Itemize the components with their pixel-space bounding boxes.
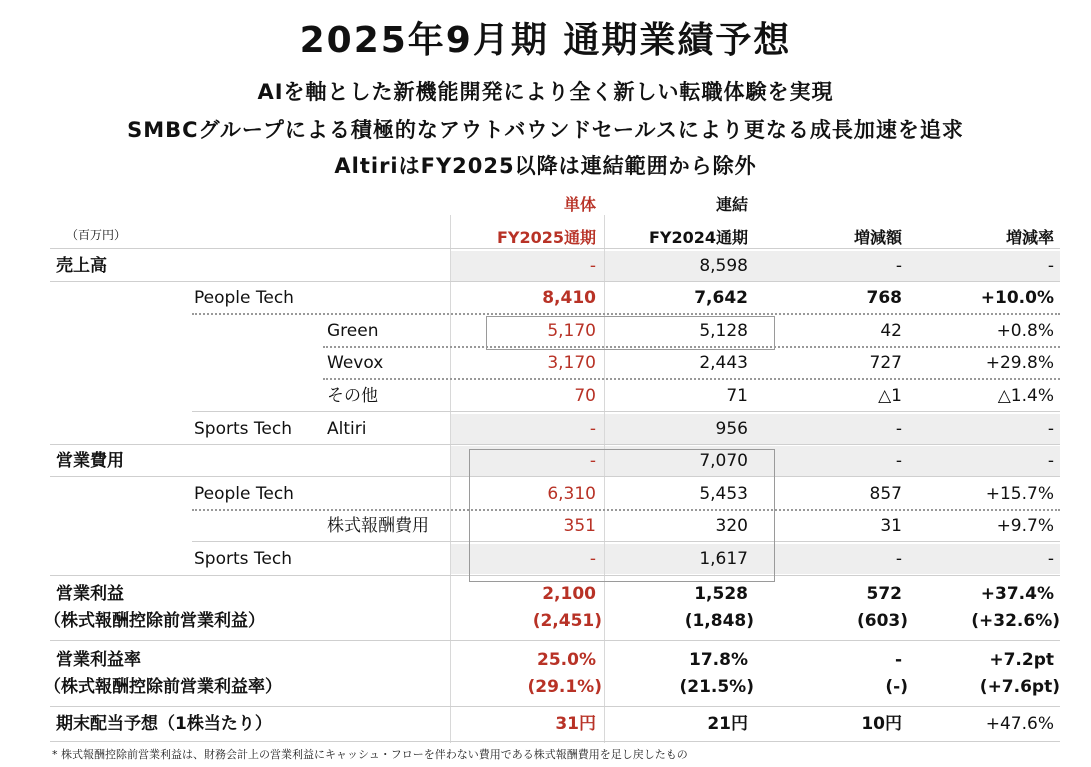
op-income-fy2025: 2,100 bbox=[542, 584, 596, 604]
sales-rate: - bbox=[1047, 256, 1054, 276]
sales-change: - bbox=[895, 256, 902, 276]
opex-people-tech-fy2024: 5,453 bbox=[699, 484, 748, 504]
opex-rate: - bbox=[1047, 451, 1054, 471]
green-rate: +0.8% bbox=[996, 321, 1054, 341]
other-fy2024: 71 bbox=[726, 386, 748, 406]
label-green: Green bbox=[327, 321, 379, 341]
col-separator-1 bbox=[450, 215, 451, 743]
opex-people-tech-rate: +15.7% bbox=[985, 484, 1054, 504]
op-income-adj-rate: (+32.6%) bbox=[971, 611, 1060, 631]
op-margin-adj-change: (-) bbox=[885, 677, 908, 697]
label-people-tech: People Tech bbox=[194, 288, 294, 308]
unit-label: （百万円） bbox=[66, 228, 127, 242]
op-margin-fy2025: 25.0% bbox=[537, 650, 596, 670]
opex-change: - bbox=[895, 451, 902, 471]
sales-fy2024: 8,598 bbox=[699, 256, 748, 276]
opex-sports-tech-rate: - bbox=[1047, 549, 1054, 569]
stock-comp-fy2025: 351 bbox=[563, 516, 596, 536]
op-income-rate: +37.4% bbox=[980, 584, 1054, 604]
label-op-income: 営業利益 bbox=[56, 584, 124, 604]
stock-comp-change: 31 bbox=[880, 516, 902, 536]
dividend-fy2024: 21円 bbox=[707, 714, 748, 734]
label-dividend: 期末配当予想（1株当たり） bbox=[56, 714, 272, 734]
rule-people-tech bbox=[192, 313, 1060, 315]
green-fy2025: 5,170 bbox=[547, 321, 596, 341]
group-standalone: 単体 bbox=[563, 195, 596, 214]
label-wevox: Wevox bbox=[327, 353, 384, 373]
subtitle-1: AIを軸とした新機能開発により全く新しい転職体験を実現 bbox=[257, 80, 834, 104]
people-tech-change: 768 bbox=[866, 288, 902, 308]
op-margin-rate: +7.2pt bbox=[989, 650, 1054, 670]
opex-sports-tech-change: - bbox=[895, 549, 902, 569]
green-change: 42 bbox=[880, 321, 902, 341]
label-stock-comp: 株式報酬費用 bbox=[327, 516, 429, 536]
other-change: △1 bbox=[878, 386, 902, 406]
wevox-fy2024: 2,443 bbox=[699, 353, 748, 373]
dividend-fy2025: 31円 bbox=[555, 714, 596, 734]
green-fy2024: 5,128 bbox=[699, 321, 748, 341]
altiri-fy2025: - bbox=[589, 419, 596, 439]
group-consolidated: 連結 bbox=[715, 195, 748, 214]
rule-op-income bbox=[50, 640, 1060, 641]
op-margin-adj-fy2024: (21.5%) bbox=[679, 677, 754, 697]
label-op-margin-adj: （株式報酬控除前営業利益率） bbox=[44, 677, 282, 697]
sales-fy2025: - bbox=[589, 256, 596, 276]
label-other: その他 bbox=[327, 386, 378, 406]
label-op-margin: 営業利益率 bbox=[56, 650, 141, 670]
rule-op-margin bbox=[50, 706, 1060, 707]
rule-wevox bbox=[323, 378, 1060, 380]
people-tech-rate: +10.0% bbox=[980, 288, 1054, 308]
op-margin-fy2024: 17.8% bbox=[689, 650, 748, 670]
op-income-adj-change: (603) bbox=[856, 611, 908, 631]
header-rule bbox=[50, 248, 1060, 249]
op-margin-adj-fy2025: (29.1%) bbox=[527, 677, 602, 697]
col-fy2025: FY2025通期 bbox=[496, 228, 596, 247]
op-income-fy2024: 1,528 bbox=[694, 584, 748, 604]
opex-fy2025: - bbox=[589, 451, 596, 471]
op-margin-adj-rate: (+7.6pt) bbox=[979, 677, 1060, 697]
rule-sales bbox=[50, 281, 1060, 282]
other-fy2025: 70 bbox=[574, 386, 596, 406]
label-opex-sports-tech: Sports Tech bbox=[194, 549, 292, 569]
op-income-change: 572 bbox=[866, 584, 902, 604]
opex-people-tech-change: 857 bbox=[869, 484, 902, 504]
altiri-fy2024: 956 bbox=[715, 419, 748, 439]
rule-dividend bbox=[50, 741, 1060, 742]
wevox-change: 727 bbox=[869, 353, 902, 373]
subtitle-2: SMBCグループによる積極的なアウトバウンドセールスにより更なる成長加速を追求 bbox=[127, 118, 964, 142]
page-title: 2025年9月期 通期業績予想 bbox=[299, 20, 792, 61]
label-opex: 営業費用 bbox=[56, 451, 124, 471]
wevox-fy2025: 3,170 bbox=[547, 353, 596, 373]
opex-fy2024: 7,070 bbox=[699, 451, 748, 471]
subtitle-3: AltiriはFY2025以降は連結範囲から除外 bbox=[334, 154, 757, 178]
rule-sports-tech bbox=[50, 444, 1060, 445]
wevox-rate: +29.8% bbox=[985, 353, 1054, 373]
people-tech-fy2024: 7,642 bbox=[694, 288, 748, 308]
col-rate: 増減率 bbox=[1005, 228, 1054, 247]
altiri-change: - bbox=[895, 419, 902, 439]
col-fy2024: FY2024通期 bbox=[648, 228, 748, 247]
op-income-adj-fy2024: (1,848) bbox=[684, 611, 754, 631]
other-rate: △1.4% bbox=[997, 386, 1054, 406]
op-margin-change: - bbox=[894, 650, 902, 670]
label-sales: 売上高 bbox=[56, 256, 107, 276]
label-sports-tech: Sports Tech bbox=[194, 419, 292, 439]
stock-comp-rate: +9.7% bbox=[996, 516, 1054, 536]
opex-sports-tech-fy2024: 1,617 bbox=[699, 549, 748, 569]
col-change: 増減額 bbox=[853, 228, 902, 247]
label-op-income-adj: （株式報酬控除前営業利益） bbox=[44, 611, 265, 631]
op-income-adj-fy2025: (2,451) bbox=[532, 611, 602, 631]
label-altiri: Altiri bbox=[327, 419, 367, 439]
label-opex-people-tech: People Tech bbox=[194, 484, 294, 504]
opex-people-tech-fy2025: 6,310 bbox=[547, 484, 596, 504]
stock-comp-fy2024: 320 bbox=[715, 516, 748, 536]
altiri-rate: - bbox=[1047, 419, 1054, 439]
rule-other bbox=[192, 411, 1060, 412]
people-tech-fy2025: 8,410 bbox=[542, 288, 596, 308]
dividend-rate: +47.6% bbox=[985, 714, 1054, 734]
opex-sports-tech-fy2025: - bbox=[589, 549, 596, 569]
footnote: * 株式報酬控除前営業利益は、財務会計上の営業利益にキャッシュ・フローを伴わない費用である株式報酬費用を足し戻したもの bbox=[52, 748, 688, 761]
dividend-change: 10円 bbox=[861, 714, 902, 734]
